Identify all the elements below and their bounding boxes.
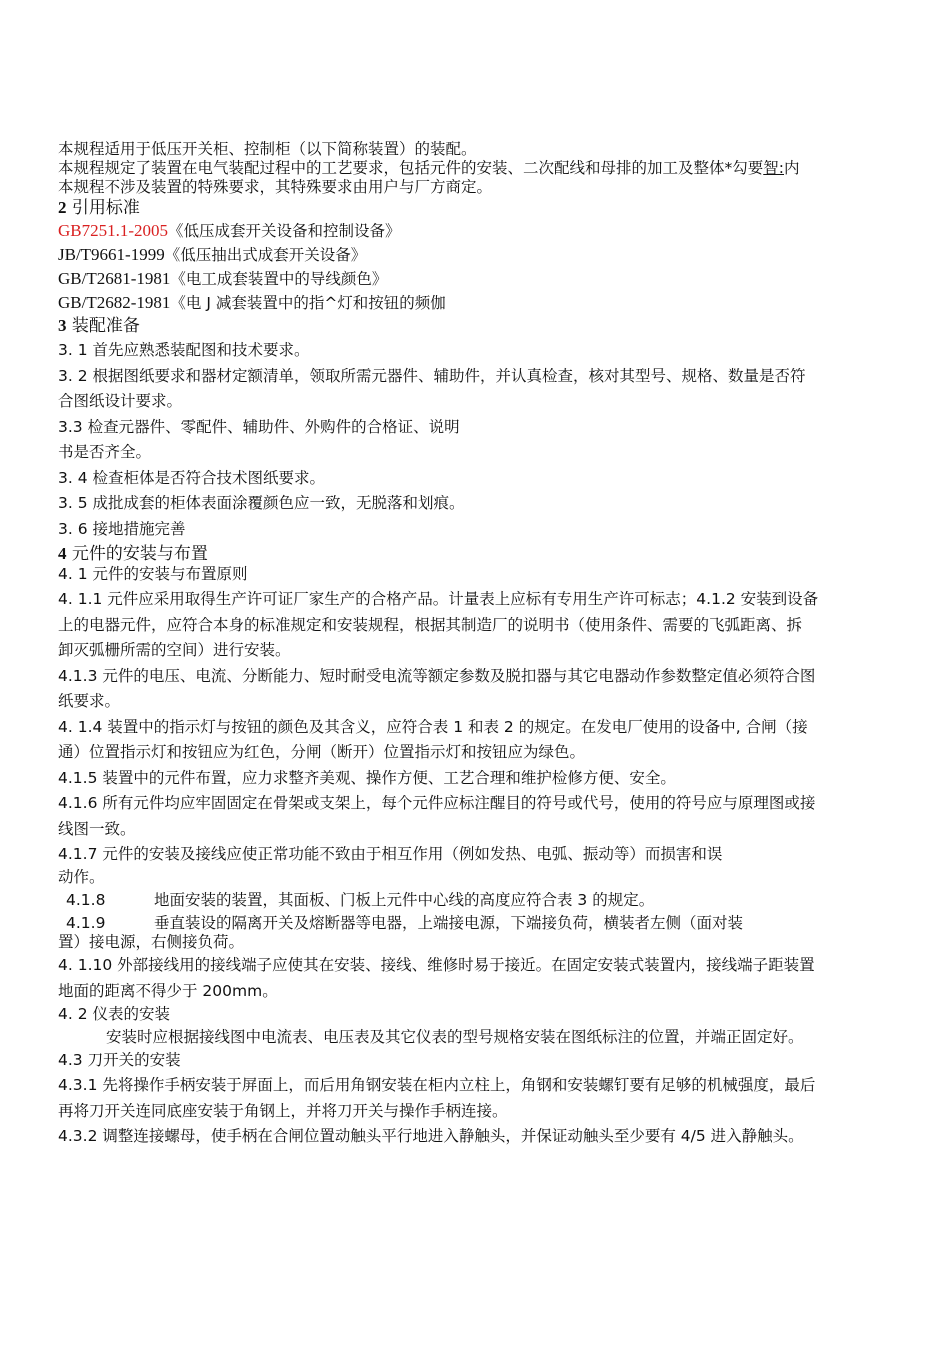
- intro-line-3: 本规程不涉及装置的特殊要求，其特殊要求由用户与厂方商定。: [58, 178, 493, 196]
- clause-3-5: 3. 5 成批成套的柜体表面涂覆颜色应一致，无脱落和划痕。: [58, 494, 465, 512]
- clause-4-1-1-line-1: 4. 1.1 元件应采用取得生产许可证厂家生产的合格产品。计量表上应标有专用生产许可标志；4.1.2 安装到设备: [58, 590, 819, 608]
- intro-line-2: [58, 159, 892, 178]
- reference-name: 《电 J 减套装置中的指^灯和按钮的频伽: [170, 294, 446, 312]
- section-4-number: 4: [58, 543, 67, 563]
- section-4-title: 元件的安装与布置: [71, 543, 208, 564]
- intro-line-2-end: 内: [784, 159, 800, 177]
- clause-4-2: 4. 2 仪表的安装: [58, 1004, 171, 1023]
- clause-number: 4.1.8: [66, 891, 106, 909]
- document-page: [58, 140, 892, 1146]
- clause-4-1-1-line-3: 卸灭弧栅所需的空间）进行安装。: [58, 641, 291, 659]
- clause-4-1-9-line-2: 置）接电源，右侧接负荷。: [58, 933, 245, 951]
- section-2-heading: [58, 197, 892, 219]
- clause-4-2-text: 安装时应根据接线图中电流表、电压表及其它仪表的型号规格安装在图纸标注的位置，并端正固定好。: [106, 1027, 804, 1046]
- section-3-number: 3: [58, 316, 67, 335]
- reference-standard: [58, 267, 892, 291]
- clause-3-2-line-2: 合图纸设计要求。: [58, 392, 183, 410]
- clause-text: 地面安装的装置，其面板、门板上元件中心线的高度应符合表 3 的规定。: [154, 891, 655, 909]
- section-2-number: 2: [58, 198, 67, 217]
- clause-4-1-7-line-1: 4.1.7 元件的安装及接线应使正常功能不致由于相互作用（例如发热、电弧、振动等）而损害和误: [58, 845, 723, 863]
- intro-line-1: 本规程适用于低压开关柜、控制柜（以下简称装置）的装配。: [58, 140, 477, 158]
- clause-4-3-2: 4.3.2 调整连接螺母，使手柄在合闸位置动触头平行地进入静触头，并保证动触头至少要有 4/5 进入静触头。: [58, 1127, 804, 1145]
- clause-4-1-5: 4.1.5 装置中的元件布置，应力求整齐美观、操作方便、工艺合理和维护检修方便、安全。: [58, 768, 676, 787]
- section-4-heading: [58, 543, 892, 565]
- clause-4-1-3-line-2: 纸要求。: [58, 692, 121, 710]
- reference-name: 《低压成套开关设备和控制设备》: [168, 222, 401, 240]
- clause-4-1-4-line-1: 4. 1.4 装置中的指示灯与按钮的颜色及其含义，应符合表 1 和表 2 的规定。在发电厂使用的设备中, 合闸（接: [58, 717, 808, 736]
- reference-code: JB/T9661-1999: [58, 245, 165, 264]
- clause-4-1: 4. 1 元件的安装与布置原则: [58, 564, 248, 583]
- clause-4-3-1-line-2: 再将刀开关连同底座安装于角钢上，并将刀开关与操作手柄连接。: [58, 1101, 508, 1120]
- clause-number: 4.1.9: [66, 914, 106, 932]
- clause-4-1-9: [58, 914, 892, 933]
- clause-4-3: 4.3 刀开关的安装: [58, 1050, 181, 1069]
- clause-3-3-line-2: 书是否齐全。: [58, 443, 152, 461]
- clause-4-3-1-line-1: 4.3.1 先将操作手柄安装于屏面上，而后用角钢安装在柜内立柱上，角钢和安装螺钉要有足够的机械强度，最后: [58, 1076, 816, 1094]
- clause-3-3-line-1: 3.3 检查元器件、零配件、辅助件、外购件的合格证、说明: [58, 417, 460, 436]
- reference-standard: [58, 291, 892, 315]
- intro-line-2-main: 本规程规定了装置在电气装配过程中的工艺要求，包括元件的安装、二次配线和母排的加工及整体*勾要: [58, 159, 764, 177]
- clause-4-1-1-line-2: 上的电器元件，应符合本身的标准规定和安装规程，根据其制造厂的说明书（使用条件、需要的飞弧距离、拆: [58, 615, 803, 634]
- reference-code: GB/T2681-1981: [58, 269, 171, 288]
- clause-text: 垂直装设的隔离开关及熔断器等电器，上端接电源，下端接负荷，横装者左侧（面对装: [154, 914, 744, 932]
- clause-4-1-8: [58, 891, 892, 910]
- reference-name: 《低压抽出式成套开关设备》: [164, 246, 367, 264]
- clause-4-1-10-line-1: 4. 1.10 外部接线用的接线端子应使其在安装、接线、维修时易于接近。在固定安装式装置内，接线端子距装置: [58, 956, 815, 974]
- section-2-title: 引用标准: [71, 198, 140, 218]
- intro-line-2-underlined: 智:: [763, 159, 784, 177]
- reference-standard: [58, 243, 892, 267]
- reference-standard: [58, 219, 892, 243]
- reference-code: GB/T2682-1981: [58, 293, 171, 312]
- clause-4-1-10-line-2: 地面的距离不得少于 200mm。: [58, 981, 278, 1000]
- clause-4-1-6-line-2: 线图一致。: [58, 819, 136, 838]
- clause-3-6: 3. 6 接地措施完善: [58, 519, 186, 538]
- reference-code: GB7251.1-2005: [58, 221, 169, 240]
- clause-3-2-line-1: 3. 2 根据图纸要求和器材定额清单，领取所需元器件、辅助件，并认真检查，核对其型号、规格、数量是否符: [58, 366, 806, 385]
- section-3-heading: [58, 315, 892, 337]
- clause-4-1-3-line-1: 4.1.3 元件的电压、电流、分断能力、短时耐受电流等额定参数及脱扣器与其它电器动作参数整定值必须符合图: [58, 666, 816, 685]
- clause-3-1: 3. 1 首先应熟悉装配图和技术要求。: [58, 341, 310, 359]
- reference-name: 《电工成套装置中的导线颜色》: [170, 270, 388, 288]
- clause-4-1-7-line-2: 动作。: [58, 868, 105, 886]
- clause-4-1-6-line-1: 4.1.6 所有元件均应牢固固定在骨架或支架上，每个元件应标注醒目的符号或代号，使用的符号应与原理图或接: [58, 794, 816, 812]
- section-3-title: 装配准备: [71, 316, 140, 336]
- clause-3-4: 3. 4 检查柜体是否符合技术图纸要求。: [58, 468, 326, 487]
- clause-4-1-4-line-2: 通）位置指示灯和按钮应为红色，分闸（断开）位置指示灯和按钮应为绿色。: [58, 743, 586, 761]
